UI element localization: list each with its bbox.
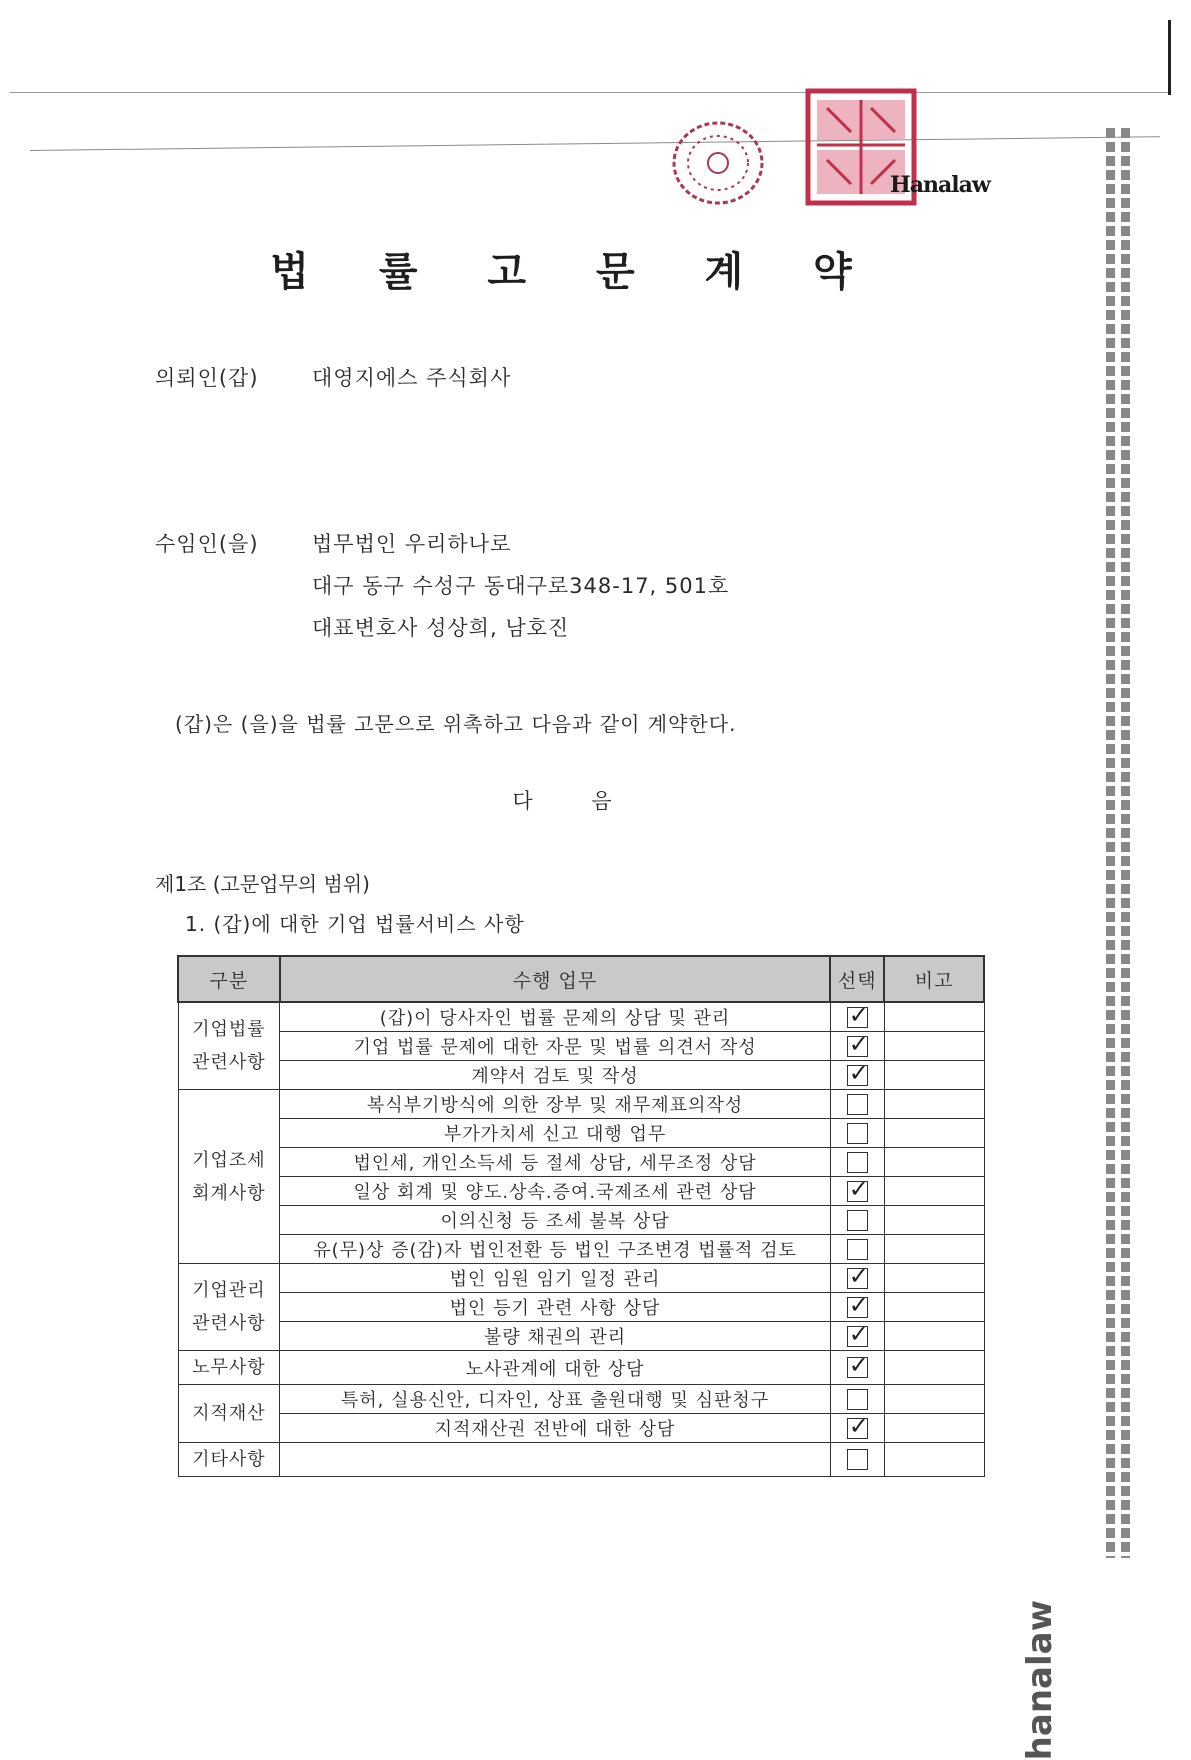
note-cell xyxy=(884,1264,984,1293)
table-row xyxy=(178,1293,984,1322)
task-cell: 이의신청 등 조세 불복 상담 xyxy=(280,1206,831,1235)
note-cell xyxy=(884,1177,984,1206)
task-cell: 불량 채권의 관리 xyxy=(280,1322,831,1351)
checked-checkbox[interactable] xyxy=(847,1418,868,1439)
empty-checkbox[interactable] xyxy=(847,1210,868,1231)
select-cell xyxy=(830,1119,884,1148)
select-cell xyxy=(830,1061,884,1090)
table-row xyxy=(178,1002,984,1032)
client-section xyxy=(155,362,512,392)
note-cell xyxy=(884,1351,984,1385)
task-cell: 부가가치세 신고 대행 업무 xyxy=(280,1119,831,1148)
empty-checkbox[interactable] xyxy=(847,1123,868,1144)
table-body xyxy=(178,1002,984,1477)
select-cell xyxy=(830,1148,884,1177)
select-cell xyxy=(830,1177,884,1206)
service-table xyxy=(177,955,985,1477)
table-row xyxy=(178,1177,984,1206)
category-label: 회계사항 xyxy=(192,1182,266,1204)
category-label: 기업관리 xyxy=(192,1280,266,1301)
table-row xyxy=(178,1235,984,1264)
client-label: 의뢰인(갑) xyxy=(155,366,259,390)
select-cell xyxy=(830,1264,884,1293)
task-cell: 특허, 실용신안, 디자인, 상표 출원대행 및 심판청구 xyxy=(280,1385,831,1414)
select-cell xyxy=(830,1002,884,1032)
agent-firm: 법무법인 우리하나로 xyxy=(312,532,512,556)
scan-line-middle xyxy=(30,136,1160,151)
select-cell xyxy=(830,1090,884,1119)
note-cell xyxy=(884,1148,984,1177)
header-task: 수행 업무 xyxy=(280,956,831,1002)
category-cell xyxy=(178,1443,280,1477)
table-header-row xyxy=(178,956,984,1002)
table-row xyxy=(178,1351,984,1385)
note-cell xyxy=(884,1090,984,1119)
note-cell xyxy=(884,1385,984,1414)
category-cell xyxy=(178,1385,280,1443)
task-cell: 지적재산권 전반에 대한 상담 xyxy=(280,1414,831,1443)
task-cell: 법인세, 개인소득세 등 절세 상담, 세무조정 상담 xyxy=(280,1148,831,1177)
intro-sentence: (갑)은 (을)을 법률 고문으로 위촉하고 다음과 같이 계약한다. xyxy=(175,712,737,736)
checked-checkbox[interactable] xyxy=(847,1297,868,1318)
note-cell xyxy=(884,1322,984,1351)
note-cell xyxy=(884,1119,984,1148)
table-row xyxy=(178,1206,984,1235)
select-cell xyxy=(830,1322,884,1351)
agent-label: 수임인(을) xyxy=(155,532,259,556)
subsection-title: 1. (갑)에 대한 기업 법률서비스 사항 xyxy=(185,912,525,936)
task-cell: 계약서 검토 및 작성 xyxy=(280,1061,831,1090)
table-row xyxy=(178,1119,984,1148)
select-cell xyxy=(830,1032,884,1061)
checked-checkbox[interactable] xyxy=(847,1326,868,1347)
section-heading: 다 음 xyxy=(512,789,638,813)
select-cell xyxy=(830,1293,884,1322)
agent-address: 대구 동구 수성구 동대구로348-17, 501호 xyxy=(312,574,730,598)
select-cell xyxy=(830,1235,884,1264)
checked-checkbox[interactable] xyxy=(847,1036,868,1057)
table-row xyxy=(178,1090,984,1119)
category-label: 기업조세 xyxy=(192,1149,266,1171)
task-cell xyxy=(280,1443,831,1477)
note-cell xyxy=(884,1235,984,1264)
select-cell xyxy=(830,1206,884,1235)
select-cell xyxy=(830,1414,884,1443)
empty-checkbox[interactable] xyxy=(847,1449,868,1470)
round-seal-stamp xyxy=(668,118,768,208)
agent-representatives: 대표변호사 성상희, 남호진 xyxy=(312,616,570,640)
select-cell xyxy=(830,1385,884,1414)
header-select: 선택 xyxy=(830,956,884,1002)
hanalaw-logo: Hanalaw xyxy=(890,172,990,198)
table-row xyxy=(178,1414,984,1443)
checked-checkbox[interactable] xyxy=(847,1007,868,1028)
task-cell: 기업 법률 문제에 대한 자문 및 법률 의견서 작성 xyxy=(280,1032,831,1061)
category-cell xyxy=(178,1264,280,1351)
category-cell xyxy=(178,1002,280,1090)
page-edge-pattern xyxy=(1104,128,1134,1628)
task-cell: 유(무)상 증(감)자 법인전환 등 법인 구조변경 법률적 검토 xyxy=(280,1235,831,1264)
task-cell: 법인 등기 관련 사항 상담 xyxy=(280,1293,831,1322)
task-cell: 법인 임원 임기 일정 관리 xyxy=(280,1264,831,1293)
category-label: 노무사항 xyxy=(192,1357,266,1378)
category-label: 관련사항 xyxy=(192,1052,266,1073)
agent-section xyxy=(155,528,730,640)
category-cell xyxy=(178,1351,280,1385)
table-row xyxy=(178,1032,984,1061)
document-title: 법 률 고 문 계 약 xyxy=(270,249,880,295)
task-cell: 일상 회계 및 양도.상속.증여.국제조세 관련 상담 xyxy=(280,1177,831,1206)
empty-checkbox[interactable] xyxy=(847,1389,868,1410)
header-category: 구분 xyxy=(178,956,280,1002)
table-row xyxy=(178,1148,984,1177)
note-cell xyxy=(884,1061,984,1090)
empty-checkbox[interactable] xyxy=(847,1152,868,1173)
select-cell xyxy=(830,1351,884,1385)
table-row xyxy=(178,1322,984,1351)
header-note: 비고 xyxy=(884,956,984,1002)
category-label: 지적재산 xyxy=(192,1403,266,1424)
note-cell xyxy=(884,1206,984,1235)
empty-checkbox[interactable] xyxy=(847,1239,868,1260)
empty-checkbox[interactable] xyxy=(847,1094,868,1115)
checked-checkbox[interactable] xyxy=(847,1268,868,1289)
select-cell xyxy=(830,1443,884,1477)
article-title: 제1조 (고문업무의 범위) xyxy=(155,872,370,896)
task-cell: 노사관계에 대한 상담 xyxy=(280,1351,831,1385)
category-label: 기업법률 xyxy=(192,1019,266,1040)
category-cell xyxy=(178,1090,280,1264)
table-row xyxy=(178,1443,984,1477)
client-name: 대영지에스 주식회사 xyxy=(312,366,512,390)
checked-checkbox[interactable] xyxy=(847,1181,868,1202)
table-row xyxy=(178,1061,984,1090)
note-cell xyxy=(884,1002,984,1032)
note-cell xyxy=(884,1443,984,1477)
note-cell xyxy=(884,1414,984,1443)
table-row xyxy=(178,1264,984,1293)
task-cell: (갑)이 당사자인 법률 문제의 상담 및 관리 xyxy=(280,1002,831,1032)
corner-mark xyxy=(1168,20,1171,95)
scan-line-top xyxy=(10,92,1170,93)
note-cell xyxy=(884,1293,984,1322)
checked-checkbox[interactable] xyxy=(847,1357,868,1378)
category-label: 관련사항 xyxy=(192,1313,266,1334)
table-row xyxy=(178,1385,984,1414)
checked-checkbox[interactable] xyxy=(847,1065,868,1086)
note-cell xyxy=(884,1032,984,1061)
task-cell: 복식부기방식에 의한 장부 및 재무제표의작성 xyxy=(280,1090,831,1119)
category-label: 기타사항 xyxy=(192,1449,266,1470)
